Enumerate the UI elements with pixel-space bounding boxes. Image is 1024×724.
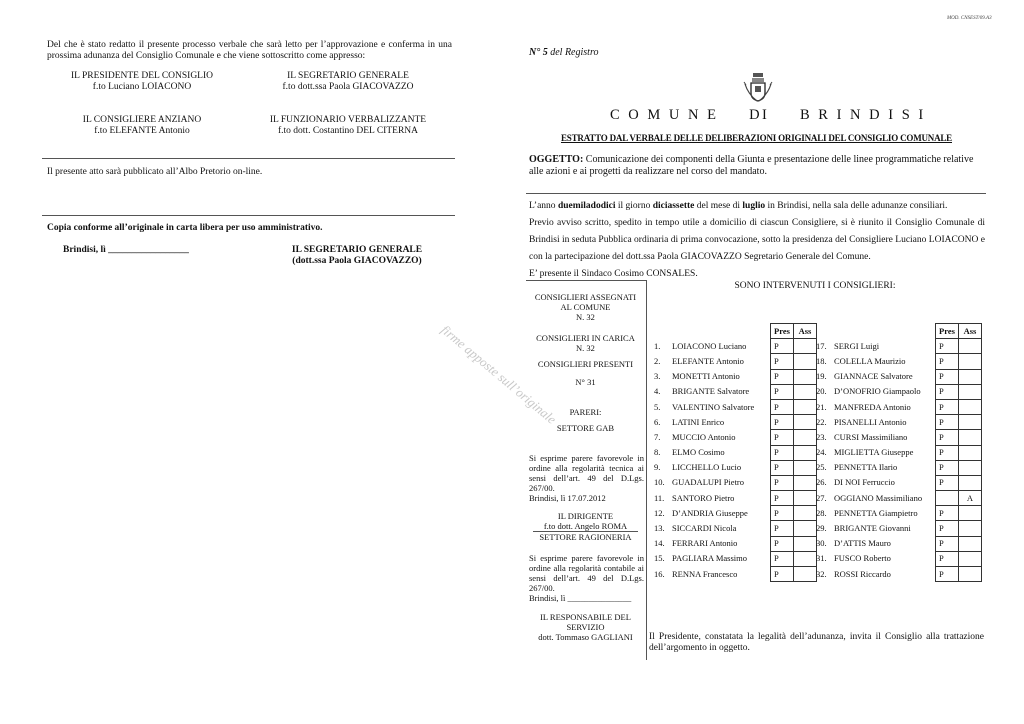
num-header <box>651 324 669 339</box>
councillor-number: 18. <box>816 355 827 366</box>
session-details <box>529 198 985 283</box>
absent-mark <box>959 399 982 414</box>
councillor-name: ELEFANTE Antonio <box>672 355 744 366</box>
present-mark: P <box>771 354 794 369</box>
presidente-title: IL PRESIDENTE DEL CONSIGLIO <box>70 71 214 81</box>
settore-gab: SETTORE GAB <box>556 423 615 433</box>
councillor-name: VALENTINO Salvatore <box>672 401 755 412</box>
attendance-row <box>813 430 982 445</box>
signature-funzionario <box>248 115 448 137</box>
oggetto-label: OGGETTO: <box>529 154 584 165</box>
present-mark: P <box>771 339 794 354</box>
session-date-line <box>529 198 985 215</box>
councillor-number: 28. <box>816 507 827 518</box>
attendance-row <box>651 354 817 369</box>
divider <box>526 193 986 194</box>
attendance-row <box>651 445 817 460</box>
councillor-name: PISANELLI Antonio <box>834 416 907 427</box>
signature-presidente <box>42 71 242 93</box>
anziano-title: IL CONSIGLIERE ANZIANO <box>82 115 202 125</box>
attendance-row <box>813 521 982 536</box>
attendance-row <box>813 445 982 460</box>
present-mark: P <box>936 339 959 354</box>
councillor-name: BRIGANTE Giovanni <box>834 523 911 534</box>
funzionario-name: f.to dott. Costantino DEL CITERNA <box>277 126 419 136</box>
councillor-number: 12. <box>654 507 665 518</box>
present-mark: P <box>771 445 794 460</box>
councillor-number: 27. <box>816 492 827 503</box>
absent-mark <box>959 384 982 399</box>
segretario-name: f.to dott.ssa Paola GIACOVAZZO <box>282 82 414 92</box>
absent-mark <box>959 354 982 369</box>
councillor-name: GUADALUPI Pietro <box>672 477 745 488</box>
attendance-row <box>651 475 817 490</box>
month: luglio <box>742 201 766 211</box>
closing-president: Il Presidente, constatata la legalità dell’adunanza, invita il Consiglio alla trattazione dell’argomento in oggetto. <box>649 632 984 653</box>
councillor-name: D’ANDRIA Giuseppe <box>672 507 748 518</box>
responsabile-block <box>527 612 644 642</box>
intervenuti-heading: SONO INTERVENUTI I CONSIGLIERI: <box>734 281 896 291</box>
attendance-row <box>651 399 817 414</box>
present-mark: P <box>936 384 959 399</box>
councillor-name: ELMO Cosimo <box>672 447 725 458</box>
segretario-title: IL SEGRETARIO GENERALE <box>287 71 409 81</box>
attendance-row <box>813 415 982 430</box>
councillor-number: 30. <box>816 538 827 549</box>
attendance-header-row <box>813 324 982 339</box>
attendance-row <box>651 536 817 551</box>
absent-mark <box>959 536 982 551</box>
councillor-name: LATINI Enrico <box>672 416 725 427</box>
copia-conforme: Copia conforme all’originale in carta libera per uso amministrativo. <box>47 223 323 233</box>
parere-tecnico-date: Brindisi, lì 17.07.2012 <box>529 493 606 503</box>
councillor-name: SICCARDI Nicola <box>672 523 737 534</box>
carica-line1: CONSIGLIERI IN CARICA <box>536 333 635 343</box>
councillor-number: 2. <box>654 355 661 366</box>
attendance-header-row <box>651 324 817 339</box>
councillor-number: 19. <box>816 371 827 382</box>
sindaco-presence: E’ presente il Sindaco Cosimo CONSALES. <box>529 269 698 279</box>
assegnati-line2: AL COMUNE <box>560 302 611 312</box>
divider <box>42 158 455 159</box>
session-convocation: Previo avviso scritto, spedito in tempo utile a domicilio di ciascun Consigliere, si è riunito il Consiglio Comunale di Brindisi in seduta Pubblica ordinaria di prima convocazione, sotto la presidenza del Consigliere Luciano LOIACONO e con la partecipazione del dott.ssa Paola GIACOVAZZO Segretario Generale del Comune. <box>529 218 985 262</box>
councillor-name: LOIACONO Luciano <box>672 340 747 351</box>
num-header <box>813 324 831 339</box>
anziano-name: f.to ELEFANTE Antonio <box>94 126 190 136</box>
councillor-number: 23. <box>816 431 827 442</box>
closing-statement: Del che è stato redatto il presente processo verbale che sarà letto per l’approvazione e conferma in una prossima adunanza del Consiglio Comunale e che viene sottoscritto come appresso: <box>47 40 452 61</box>
councillor-number: 14. <box>654 538 665 549</box>
pres-header: Pres <box>771 324 794 339</box>
councillor-number: 24. <box>816 447 827 458</box>
present-mark: P <box>936 521 959 536</box>
divider <box>42 215 455 216</box>
councillor-name: FERRARI Antonio <box>672 538 738 549</box>
sidebar-divider <box>646 280 647 660</box>
absent-mark <box>959 460 982 475</box>
councillor-number: 7. <box>654 431 661 442</box>
responsabile-line2: SERVIZIO <box>566 622 605 632</box>
councillor-name: GIANNACE Salvatore <box>834 371 913 382</box>
present-mark: P <box>936 445 959 460</box>
present-mark: P <box>771 460 794 475</box>
form-code: MOD. CNSEST/09.A3 <box>947 16 992 21</box>
councillor-number: 11. <box>654 492 665 503</box>
councillor-name: PENNETTA Giampietro <box>834 507 918 518</box>
absent-mark <box>959 567 982 582</box>
councillor-number: 32. <box>816 568 827 579</box>
councillor-name: D’ONOFRIO Giampaolo <box>834 386 921 397</box>
attendance-row <box>651 551 817 566</box>
councillor-name: CURSI Massimiliano <box>834 431 908 442</box>
councillor-number: 4. <box>654 386 661 397</box>
seg-gen-name: (dott.ssa Paola GIACOVAZZO) <box>292 256 422 266</box>
present-mark: P <box>771 536 794 551</box>
albo-notice: Il presente atto sarà pubblicato all’Albo Pretorio on-line. <box>47 167 263 177</box>
assegnati-line1: CONSIGLIERI ASSEGNATI <box>534 292 637 302</box>
absent-mark <box>959 430 982 445</box>
oggetto <box>529 154 989 177</box>
councillor-name: DI NOI Ferruccio <box>834 477 895 488</box>
presidente-name: f.to Luciano LOIACONO <box>92 82 192 92</box>
attendance-row <box>813 506 982 521</box>
councillor-number: 6. <box>654 416 661 427</box>
attendance-row <box>651 384 817 399</box>
absent-mark <box>959 445 982 460</box>
present-mark: P <box>936 567 959 582</box>
dirigente-block <box>527 511 644 542</box>
councillor-name: MUCCIO Antonio <box>672 431 736 442</box>
councillor-number: 3. <box>654 371 661 382</box>
councillor-number: 25. <box>816 462 827 473</box>
attendance-row <box>651 506 817 521</box>
councillor-number: 22. <box>816 416 827 427</box>
name-header <box>669 324 771 339</box>
comune-title: C O M U N E DI B R I N D I S I <box>610 107 926 123</box>
councillor-number: 17. <box>816 340 827 351</box>
councillor-name: LICCHELLO Lucio <box>672 462 742 473</box>
responsabile-line1: IL RESPONSABILE DEL <box>540 612 631 622</box>
attendance-row <box>813 369 982 384</box>
councillor-number: 16. <box>654 568 665 579</box>
councillor-number: 10. <box>654 477 665 488</box>
attendance-table-right <box>813 323 982 582</box>
councillor-number: 29. <box>816 523 827 534</box>
present-mark: P <box>771 384 794 399</box>
present-mark: P <box>936 460 959 475</box>
councillor-name: BRIGANTE Salvatore <box>672 386 750 397</box>
present-mark: P <box>771 521 794 536</box>
present-mark <box>936 491 959 506</box>
councillor-number: 9. <box>654 462 661 473</box>
year: duemiladodici <box>557 201 616 211</box>
attendance-row <box>813 475 982 490</box>
councillor-name: SANTORO Pietro <box>672 492 735 503</box>
attendance-row <box>813 491 982 506</box>
councillor-name: COLELLA Maurizio <box>834 355 906 366</box>
councillor-name: SERGI Luigi <box>834 340 880 351</box>
councillor-number: 21. <box>816 401 827 412</box>
parere-contabile-text: Si esprime parere favorevole in ordine alla regolarità contabile ai sensi dell’art. 49 del D.Lgs. 267/00. <box>529 553 644 593</box>
attendance-row <box>651 567 817 582</box>
attendance-row <box>813 567 982 582</box>
present-mark: P <box>771 506 794 521</box>
attendance-row <box>813 354 982 369</box>
councillor-number: 13. <box>654 523 665 534</box>
attendance-row <box>651 339 817 354</box>
present-mark: P <box>936 415 959 430</box>
councillor-name: MIGLIETTA Giuseppe <box>834 447 914 458</box>
councillor-name: D’ATTIS Mauro <box>834 538 891 549</box>
councillor-number: 26. <box>816 477 827 488</box>
councillor-number: 1. <box>654 340 661 351</box>
pareri-label: PARERI: <box>569 407 602 417</box>
councillor-name: PENNETTA Ilario <box>834 462 898 473</box>
attendance-row <box>813 384 982 399</box>
parere-tecnico-text: Si esprime parere favorevole in ordine alla regolarità tecnica ai sensi dell’art. 49 del D.Lgs. 267/00. <box>529 453 644 493</box>
present-mark: P <box>936 536 959 551</box>
signature-segretario-generale <box>272 245 442 267</box>
councillor-number: 5. <box>654 401 661 412</box>
text-run: il giorno <box>615 201 653 211</box>
attendance-row <box>813 460 982 475</box>
absent-mark <box>959 521 982 536</box>
assegnati-count: N. 32 <box>576 312 595 322</box>
pres-header: Pres <box>936 324 959 339</box>
present-mark: P <box>771 567 794 582</box>
estratto-heading: ESTRATTO DAL VERBALE DELLE DELIBERAZIONI ORIGINALI DEL CONSIGLIO COMUNALE <box>560 133 952 143</box>
present-mark: P <box>936 399 959 414</box>
attendance-row <box>651 460 817 475</box>
absent-mark <box>959 506 982 521</box>
attendance-row <box>813 536 982 551</box>
attendance-row <box>813 399 982 414</box>
present-mark: P <box>771 415 794 430</box>
councillor-number: 20. <box>816 386 827 397</box>
parere-contabile <box>529 553 644 603</box>
councillor-name: OGGIANO Massimiliano <box>834 492 923 503</box>
name-header <box>831 324 936 339</box>
settore-ragioneria: SETTORE RAGIONERIA <box>533 531 638 542</box>
present-mark: P <box>936 430 959 445</box>
absent-mark: A <box>959 491 982 506</box>
present-mark: P <box>771 369 794 384</box>
registro-num: N° 5 <box>529 47 548 58</box>
present-mark: P <box>771 475 794 490</box>
signature-stamp: firme apposte sull’originale <box>438 322 560 427</box>
registro-label: del Registro <box>550 47 599 58</box>
councillor-name: PAGLIARA Massimo <box>672 553 748 564</box>
councillor-number: 8. <box>654 447 661 458</box>
registro-number <box>529 47 598 58</box>
dirigente-title: IL DIRIGENTE <box>557 511 614 521</box>
presenti-count: N° 31 <box>575 377 596 387</box>
attendance-row <box>651 521 817 536</box>
present-mark: P <box>936 551 959 566</box>
oggetto-text: Comunicazione dei componenti della Giunta e presentazione delle linee programmatiche relative alle azioni e ai progetti da realizzare nel corso del mandato. <box>529 154 974 177</box>
presenti-line1: CONSIGLIERI PRESENTI <box>537 359 634 369</box>
dirigente-name: f.to dott. Angelo ROMA <box>543 521 628 531</box>
councillor-name: FUSCO Roberto <box>834 553 891 564</box>
councillor-name: ROSSI Riccardo <box>834 568 891 579</box>
brindisi-date-line: Brindisi, lì _________________ <box>63 245 189 255</box>
present-mark: P <box>936 475 959 490</box>
councillor-name: MANFREDA Antonio <box>834 401 911 412</box>
attendance-row <box>651 491 817 506</box>
text-run: in Brindisi, nella sala delle adunanze consiliari. <box>765 201 948 211</box>
attendance-table-left <box>651 323 817 582</box>
text-run: L’anno <box>529 201 558 211</box>
ass-header: Ass <box>794 324 817 339</box>
absent-mark <box>959 475 982 490</box>
attendance-row <box>813 339 982 354</box>
attendance-row <box>651 369 817 384</box>
responsabile-name: dott. Tommaso GAGLIANI <box>538 632 633 642</box>
present-mark: P <box>936 354 959 369</box>
councillor-number: 15. <box>654 553 665 564</box>
ass-header: Ass <box>959 324 982 339</box>
councillor-name: RENNA Francesco <box>672 568 738 579</box>
absent-mark <box>959 551 982 566</box>
day: diciassette <box>652 201 695 211</box>
attendance-row <box>651 430 817 445</box>
carica-count: N. 32 <box>576 343 595 353</box>
absent-mark <box>959 415 982 430</box>
funzionario-title: IL FUNZIONARIO VERBALIZZANTE <box>269 115 427 125</box>
text-run: del mese di <box>694 201 743 211</box>
attendance-row <box>651 415 817 430</box>
present-mark: P <box>771 491 794 506</box>
present-mark: P <box>771 430 794 445</box>
parere-contabile-date: Brindisi, lì _______________ <box>529 593 632 603</box>
councillor-number: 31. <box>816 553 827 564</box>
present-mark: P <box>771 551 794 566</box>
sidebar-top-border <box>526 280 646 281</box>
attendance-row <box>813 551 982 566</box>
parere-tecnico <box>529 453 644 503</box>
councillor-name: MONETTI Antonio <box>672 371 740 382</box>
present-mark: P <box>936 506 959 521</box>
coat-of-arms-icon <box>742 72 774 104</box>
present-mark: P <box>936 369 959 384</box>
absent-mark <box>959 369 982 384</box>
signature-anziano <box>42 115 242 137</box>
signature-segretario <box>248 71 448 93</box>
present-mark: P <box>771 399 794 414</box>
absent-mark <box>959 339 982 354</box>
seg-gen-title: IL SEGRETARIO GENERALE <box>291 245 423 255</box>
